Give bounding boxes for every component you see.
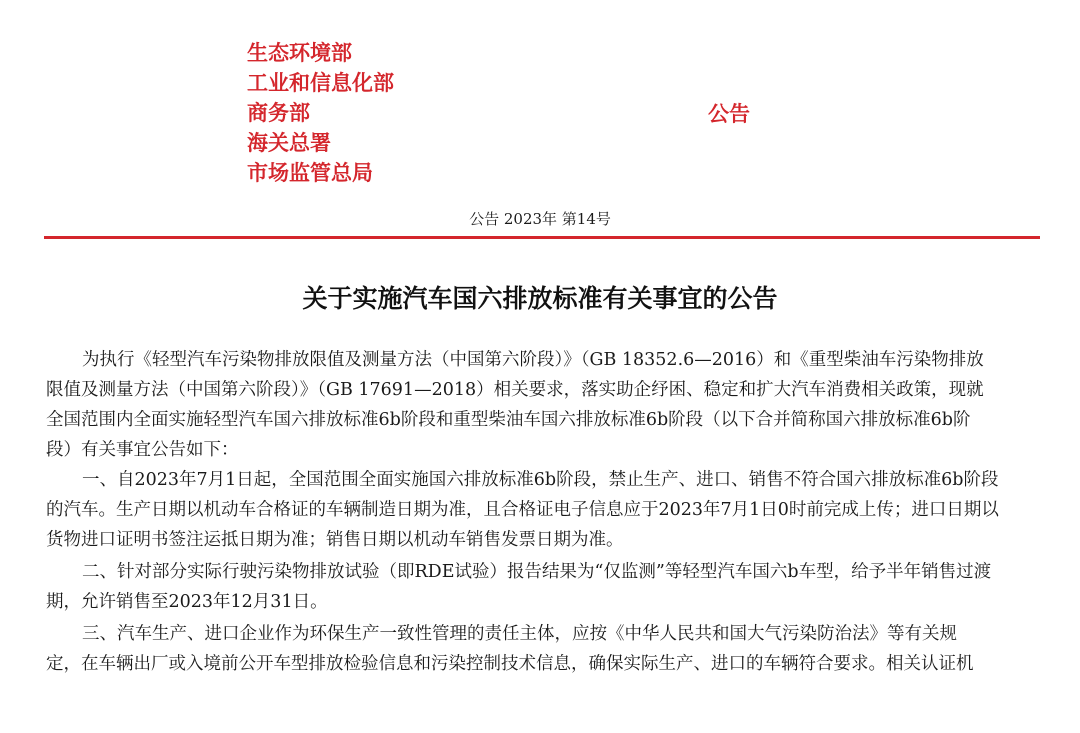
agency-name: 生态环境部 [247, 40, 352, 65]
paragraph-item-2 [46, 557, 1036, 617]
agency-name: 市场监管总局 [247, 160, 373, 185]
text-line: 的汽车。生产日期以机动车合格证的车辆制造日期为准，且合格证电子信息应于2023年7月1日0时前完成上传；进口日期以 [46, 500, 999, 520]
text-line: 二、针对部分实际行驶污染物排放试验（即RDE试验）报告结果为“仅监测”等轻型汽车国六b车型，给予半年销售过渡 [82, 562, 992, 582]
red-divider-line [44, 236, 1040, 239]
issuing-agencies [247, 38, 394, 188]
paragraph-item-1 [46, 465, 1036, 555]
notice-title: 关于实施汽车国六排放标准有关事宜的公告 [302, 284, 778, 313]
text-line: 定，在车辆出厂或入境前公开车型排放检验信息和污染控制技术信息，确保实际生产、进口的车辆符合要求。相关认证机 [46, 654, 974, 674]
text-line: 全国范围内全面实施轻型汽车国六排放标准6b阶段和重型柴油车国六排放标准6b阶段（以下合并简称国六排放标准6b阶 [46, 410, 971, 430]
document-type-label: 公告 [708, 101, 750, 126]
text-line: 货物进口证明书签注运抵日期为准；销售日期以机动车销售发票日期为准。 [46, 530, 624, 550]
notice-body [46, 345, 1036, 679]
text-line: 限值及测量方法（中国第六阶段）》（GB 17691—2018）相关要求，落实助企纾困、稳定和扩大汽车消费相关政策，现就 [46, 380, 984, 400]
document-number: 公告 2023年 第14号 [469, 210, 611, 228]
paragraph-preamble [46, 345, 1036, 465]
text-line: 为执行《轻型汽车污染物排放限值及测量方法（中国第六阶段）》（GB 18352.6—2016）和《重型柴油车污染物排放 [82, 350, 984, 370]
text-line: 三、汽车生产、进口企业作为环保生产一致性管理的责任主体，应按《中华人民共和国大气污染防治法》等有关规 [82, 624, 957, 644]
text-line: 期，允许销售至2023年12月31日。 [46, 592, 328, 612]
agency-name: 商务部 [247, 100, 310, 125]
agency-name: 海关总署 [247, 130, 331, 155]
text-line: 一、自2023年7月1日起，全国范围全面实施国六排放标准6b阶段，禁止生产、进口、销售不符合国六排放标准6b阶段 [82, 470, 999, 490]
text-line: 段）有关事宜公告如下： [46, 440, 239, 460]
paragraph-item-3 [46, 619, 1036, 679]
agency-name: 工业和信息化部 [247, 70, 394, 95]
